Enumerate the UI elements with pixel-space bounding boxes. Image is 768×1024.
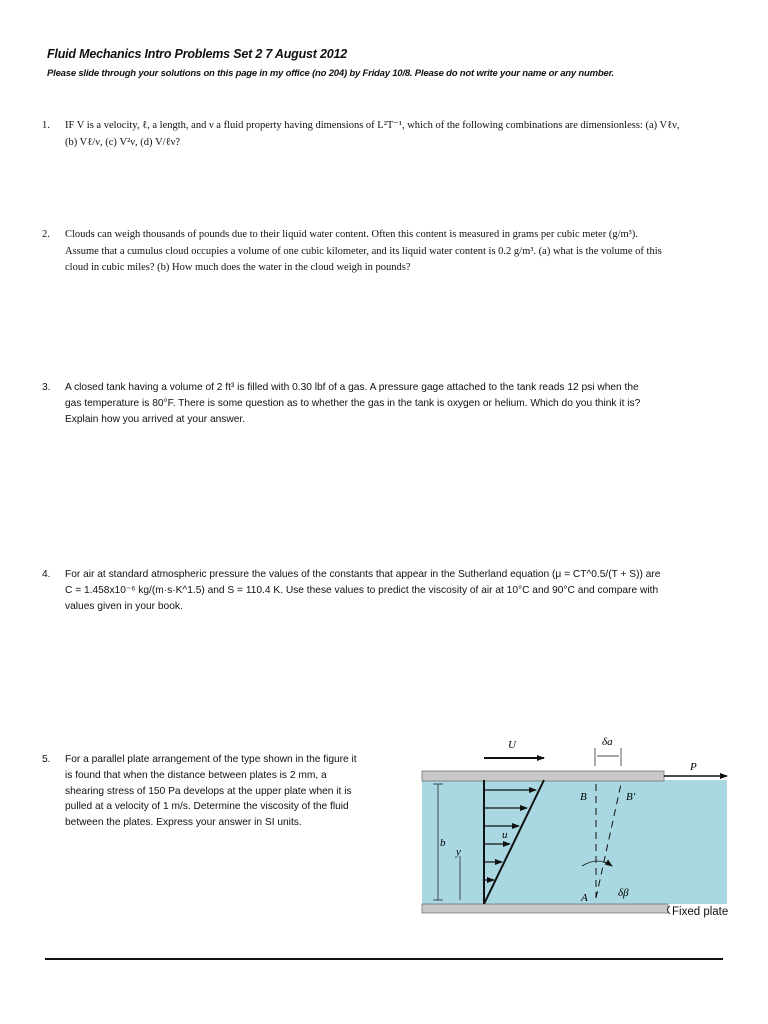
problem-text [65,227,662,277]
label-point-a: A [581,892,588,904]
problem-text [65,567,660,614]
upper-plate [422,771,664,781]
submission-instructions: Please slide through your solutions on this page in my office (no 204) by Friday 10/8. Please do not write your name or any number. [47,68,614,79]
label-delta-beta: δβ [618,887,629,899]
problem-line: Assume that a cumulus cloud occupies a volume of one cubic kilometer, and its liquid water content is 0.2 g/m³. (a) what is the volume of this [65,245,662,257]
label-point-b: B [580,791,587,803]
label-y: y [456,846,461,858]
label-delta-a: δa [602,736,613,748]
page-title: Fluid Mechanics Intro Problems Set 2 7 August 2012 [47,47,348,61]
fluid-region [422,780,727,904]
problem-line: (b) Vℓ/ν, (c) V²ν, (d) V/ℓν? [65,136,181,148]
label-gap-b: b [440,837,446,849]
problem-line: cloud in cubic miles? (b) How much does the water in the cloud weigh in pounds? [65,262,411,273]
problem-text [65,752,395,831]
fixed-plate [422,904,668,913]
problem-text [65,380,640,427]
problem-line: Explain how you arrived at your answer. [65,413,246,425]
problem-line: shearing stress of 150 Pa develops at the upper plate when it is [65,785,352,797]
label-u-velocity: U [508,739,516,751]
label-fixed-plate: Fixed plate [672,906,729,918]
problem-line: between the plates. Express your answer in SI units. [65,817,302,829]
label-force-p: P [690,761,697,773]
label-local-velocity-u: u [502,829,508,841]
problem-line: is found that when the distance between plates is 2 mm, a [65,769,327,781]
problem-line: values given in your book. [65,600,183,612]
problem-number: 4. [42,569,51,580]
problem-number: 5. [42,754,51,765]
problem-number: 2. [42,229,50,240]
label-point-b-prime: B' [626,791,636,803]
problem-line: A closed tank having a volume of 2 ft³ is filled with 0.30 lbf of a gas. A pressure gage attached to the tank reads 12 psi when the [65,382,639,393]
problem-line: For a parallel plate arrangement of the type shown in the figure it [65,754,357,765]
parallel-plate-figure [410,728,740,918]
problem-line: gas temperature is 80°F. There is some question as to whether the gas in the tank is oxygen or helium. Which do you think it is? [65,397,641,409]
parallel-plate-diagram [410,728,740,918]
bottom-rule [45,958,723,960]
problem-line: IF V is a velocity, ℓ, a length, and ν a fluid property having dimensions of L²T⁻¹, which of the following combinations are dimensionless: (a) Vℓν, [65,120,680,131]
problem-line: pulled at a velocity of 1 m/s. Determine the viscosity of the fluid [65,801,349,813]
problem-text [65,118,680,151]
problem-number: 1. [42,120,50,131]
problem-line: For air at standard atmospheric pressure the values of the constants that appear in the Sutherland equation (μ = CT^0.5/(T + S)) are [65,569,661,580]
problem-line: C = 1.458x10⁻⁶ kg/(m·s·K^1.5) and S = 110.4 K. Use these values to predict the viscosity of air at 10°C and 90°C and compare with [65,584,659,596]
problem-number: 3. [42,382,51,393]
problem-line: Clouds can weigh thousands of pounds due to their liquid water content. Often this content is measured in grams per cubic meter (g/m³). [65,229,638,240]
